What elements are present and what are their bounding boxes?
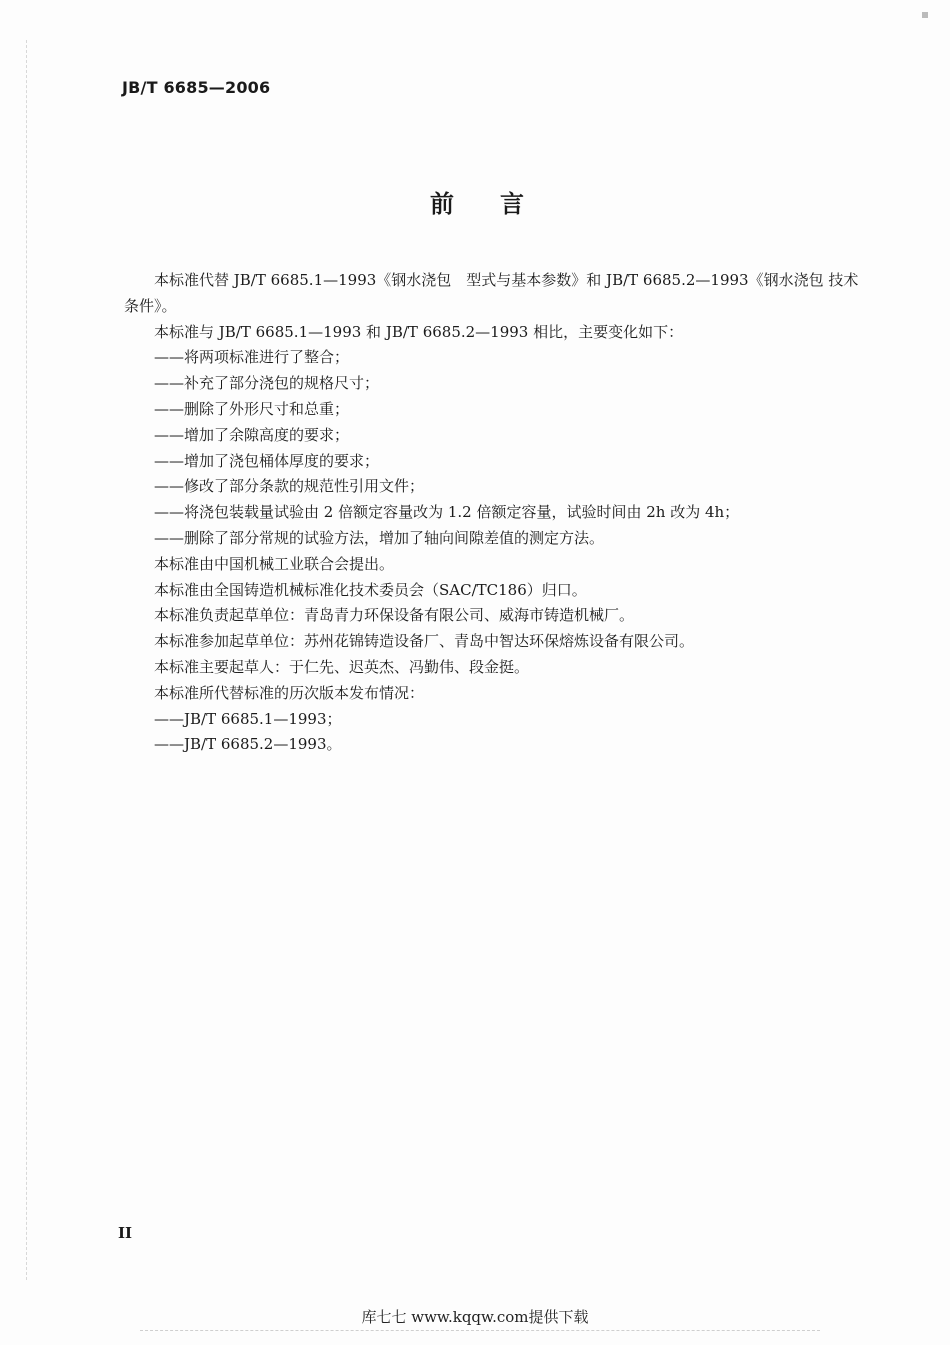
statement-participating-drafters: 本标准参加起草单位：苏州花锦铸造设备厂、青岛中智达环保熔炼设备有限公司。: [154, 632, 695, 651]
statement-main-authors: 本标准主要起草人：于仁先、迟英杰、冯勤伟、段金挺。: [154, 657, 530, 676]
change-item: ——补充了部分浇包的规格尺寸；: [154, 374, 380, 393]
statement-proposed-by: 本标准由中国机械工业联合会提出。: [154, 554, 395, 573]
history-item: ——JB/T 6685.1—1993；: [154, 709, 342, 728]
page-number: II: [118, 1224, 133, 1242]
paragraph-replaces: 本标准代替 JB/T 6685.1—1993《钢水浇包 型式与基本参数》和 JB/T 6685.2—1993《钢水浇包 技术条件》。: [124, 271, 859, 315]
change-item: ——增加了余隙高度的要求；: [154, 425, 350, 444]
change-item: ——将浇包装载量试验由 2 倍额定容量改为 1.2 倍额定容量，试验时间由 2h 改为 4h；: [154, 503, 740, 522]
statement-version-history: 本标准所代替标准的历次版本发布情况：: [154, 683, 425, 702]
change-item: ——删除了外形尺寸和总重；: [154, 399, 350, 418]
paragraph-changes-intro: 本标准与 JB/T 6685.1—1993 和 JB/T 6685.2—1993 相比，主要变化如下：: [154, 322, 684, 341]
statement-administered-by: 本标准由全国铸造机械标准化技术委员会（SAC/TC186）归口。: [154, 580, 587, 599]
statement-lead-drafters: 本标准负责起草单位：青岛青力环保设备有限公司、威海市铸造机械厂。: [154, 606, 635, 625]
foreword-body: [124, 268, 872, 758]
download-footer: 库七七 www.kqqw.com提供下载: [361, 1308, 589, 1326]
scan-corner-mark: [922, 12, 928, 18]
change-item: ——将两项标准进行了整合；: [154, 348, 350, 367]
document-code: JB/T 6685—2006: [122, 78, 271, 97]
footer-rule: [140, 1330, 820, 1331]
change-item: ——删除了部分常规的试验方法，增加了轴向间隙差值的测定方法。: [154, 528, 605, 547]
change-item: ——增加了浇包桶体厚度的要求；: [154, 451, 380, 470]
change-item: ——修改了部分条款的规范性引用文件；: [154, 477, 425, 496]
scan-edge-line: [26, 40, 27, 1280]
page-title: 前言: [430, 190, 570, 218]
history-item: ——JB/T 6685.2—1993。: [154, 735, 342, 754]
